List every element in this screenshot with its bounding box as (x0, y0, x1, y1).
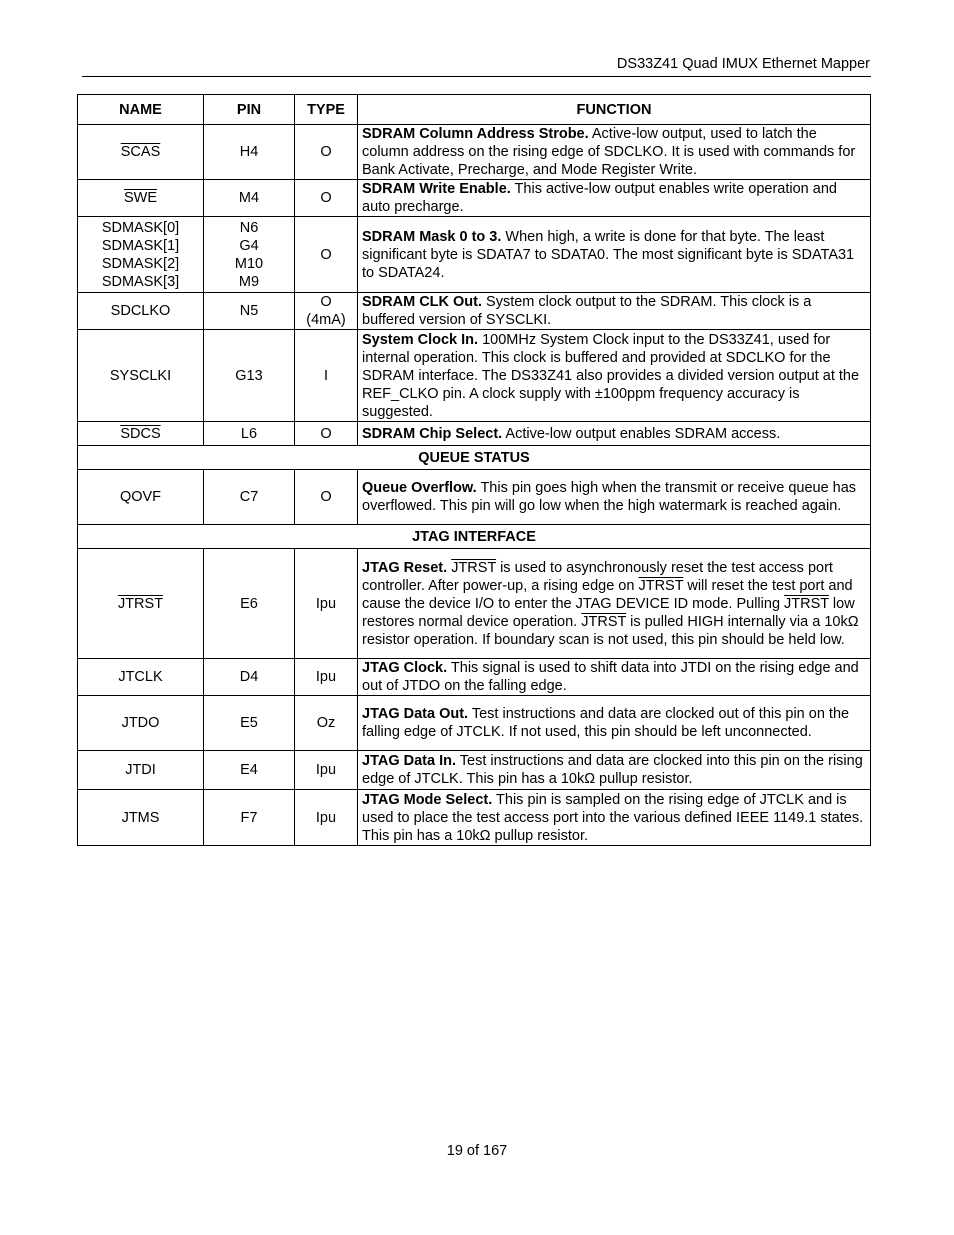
function-text: is pulled HIGH internally via a 10kΩ resistor operation. If boundary scan is not used, this pin should be held low. (362, 613, 859, 648)
function-description (358, 125, 871, 180)
pin-number: M10 (234, 255, 264, 272)
pin-type-drive: (4mA) (306, 312, 346, 328)
table-row (78, 751, 871, 790)
function-heading: JTAG Data In. (362, 753, 456, 769)
signal-name-list (78, 217, 204, 293)
column-header-name: NAME (78, 95, 204, 125)
pin-number: N6 (239, 219, 259, 236)
pin-type (295, 293, 358, 330)
pin-number: E4 (204, 751, 295, 790)
table-row (78, 790, 871, 846)
function-text: Test instructions and data are clocked out of this pin on the falling edge of JTCLK. If not used, this pin should be left unconnected. (362, 706, 850, 740)
pin-type: Ipu (295, 751, 358, 790)
function-heading: JTAG Reset. (362, 559, 448, 576)
table-row (78, 293, 871, 330)
page-number: 19 of 167 (446, 1143, 508, 1159)
signal-name: SDCS (120, 425, 161, 442)
function-description (358, 790, 871, 846)
pin-number: L6 (204, 422, 295, 446)
signal-name: JTMS (78, 790, 204, 846)
table-row (78, 549, 871, 659)
pin-number: M9 (238, 273, 260, 290)
pin-type: O (295, 125, 358, 180)
signal-name: $\overline{SWE}$ (123, 190, 158, 206)
function-text: System clock output to the SDRAM. This clock is a buffered version of SYSCLKI. (362, 294, 812, 328)
pin-number: C7 (204, 470, 295, 525)
column-header-function: FUNCTION (358, 95, 871, 125)
table-row (78, 470, 871, 525)
pin-type: O (295, 422, 358, 446)
table-row (78, 180, 871, 217)
function-description (358, 180, 871, 217)
pin-description-table (77, 94, 871, 846)
signal-name: SDMASK[3] (101, 273, 180, 290)
function-text: This pin is sampled on the rising edge of JTCLK and is used to place the test access port into the various defined IEEE 1149.1 states. This pin has a 10kΩ pullup resistor. (362, 791, 864, 844)
function-text: is used to asynchronously reset the test access port controller. After power-up, a rising edge on (362, 559, 833, 594)
function-text: When high, a write is done for that byte. The least significant byte is SDATA7 to SDATA0. The most significant byte is SDATA31 to SDATA24. (362, 228, 855, 281)
function-description (358, 696, 871, 751)
signal-ref: JTRST (784, 595, 829, 612)
function-description (358, 217, 871, 293)
function-description (358, 751, 871, 790)
signal-name: JTCLK (78, 659, 204, 696)
function-description (358, 293, 871, 330)
table-row (78, 696, 871, 751)
table-row (78, 217, 871, 293)
function-heading: JTAG Mode Select. (362, 791, 493, 808)
table-header-row (78, 95, 871, 125)
signal-ref: JTRST (638, 577, 684, 594)
signal-name: SCAS (120, 144, 161, 160)
signal-name: JTDI (78, 751, 204, 790)
function-description (358, 549, 871, 659)
function-heading: System Clock In. (362, 331, 479, 348)
signal-name: QOVF (78, 470, 204, 525)
function-text: Test instructions and data are clocked into this pin on the rising edge of JTCLK. This pin has a 10kΩ pullup resistor. (362, 753, 863, 787)
function-text: This active-low output enables write operation and auto precharge. (362, 181, 837, 215)
pin-type: I (295, 330, 358, 422)
pin-type: Oz (295, 696, 358, 751)
function-description (358, 330, 871, 422)
function-heading: SDRAM Chip Select. (362, 425, 503, 442)
pin-type: O (295, 180, 358, 217)
function-text: Active-low output enables SDRAM access. (502, 425, 781, 442)
pin-number-list (204, 217, 295, 293)
pin-type-line: O (320, 294, 332, 310)
pin-type: O (295, 217, 358, 293)
pin-number: F7 (204, 790, 295, 846)
signal-name: SDMASK[0] (101, 219, 180, 236)
page-header-title: DS33Z41 Quad IMUX Ethernet Mapper (616, 56, 870, 72)
pin-type: O (295, 470, 358, 525)
signal-name: JTDO (78, 696, 204, 751)
function-description (358, 659, 871, 696)
function-heading: SDRAM Write Enable. (362, 181, 511, 197)
pin-number: E5 (204, 696, 295, 751)
pin-number: D4 (204, 659, 295, 696)
function-text: will reset the test port and cause the device I/O to enter the JTAG DEVICE ID mode. Pulling (362, 577, 853, 612)
header-rule (82, 76, 871, 77)
section-header-queue-status: QUEUE STATUS (78, 446, 871, 470)
function-description (358, 422, 871, 446)
signal-name: SDMASK[1] (101, 237, 180, 254)
section-row (78, 446, 871, 470)
section-header-jtag-interface: JTAG INTERFACE (78, 525, 871, 549)
function-text: This signal is used to shift data into JTDI on the rising edge and out of JTDO on the falling edge. (362, 660, 859, 694)
signal-name: SDMASK[2] (101, 255, 180, 272)
table-row (78, 125, 871, 180)
function-text: low restores normal device operation. (362, 595, 855, 630)
pin-number: H4 (204, 125, 295, 180)
function-text: 100MHz System Clock input to the DS33Z41, used for internal operation. This clock is buffered and provided at SDCLKO for the SDRAM interface. The DS33Z41 also provides a divided version output at the REF_CLKO pin. A clock supply with ±100ppm frequency accuracy is suggested. (362, 331, 860, 420)
signal-name: JTRST (117, 595, 164, 612)
pin-type: Ipu (295, 790, 358, 846)
pin-type: Ipu (295, 659, 358, 696)
function-text: Active-low output, used to latch the column address on the rising edge of SDCLKO. It is used with commands for Bank Activate, Precharge, and Mode Register Write. (362, 126, 856, 178)
signal-name: SYSCLKI (78, 330, 204, 422)
function-text: This pin goes high when the transmit or receive queue has overflowed. This pin will go low when the high watermark is reached again. (362, 480, 857, 514)
pin-number: E6 (204, 549, 295, 659)
pin-number: M4 (204, 180, 295, 217)
function-heading: SDRAM Column Address Strobe. (362, 126, 589, 142)
function-description (358, 470, 871, 525)
function-heading: Queue Overflow. (362, 480, 477, 496)
table-row (78, 422, 871, 446)
function-heading: SDRAM CLK Out. (362, 294, 483, 310)
pin-type: Ipu (295, 549, 358, 659)
table-row (78, 330, 871, 422)
signal-ref: JTRST (581, 613, 627, 630)
signal-name: SDCLKO (78, 293, 204, 330)
pin-number: N5 (204, 293, 295, 330)
function-heading: SDRAM Mask 0 to 3. (362, 228, 502, 245)
pin-number: G13 (204, 330, 295, 422)
section-row (78, 525, 871, 549)
column-header-type: TYPE (295, 95, 358, 125)
pin-number: G4 (239, 237, 259, 254)
signal-ref: JTRST (451, 559, 497, 576)
function-heading: JTAG Clock. (362, 660, 448, 676)
table-row (78, 659, 871, 696)
function-heading: JTAG Data Out. (362, 706, 469, 722)
column-header-pin: PIN (204, 95, 295, 125)
